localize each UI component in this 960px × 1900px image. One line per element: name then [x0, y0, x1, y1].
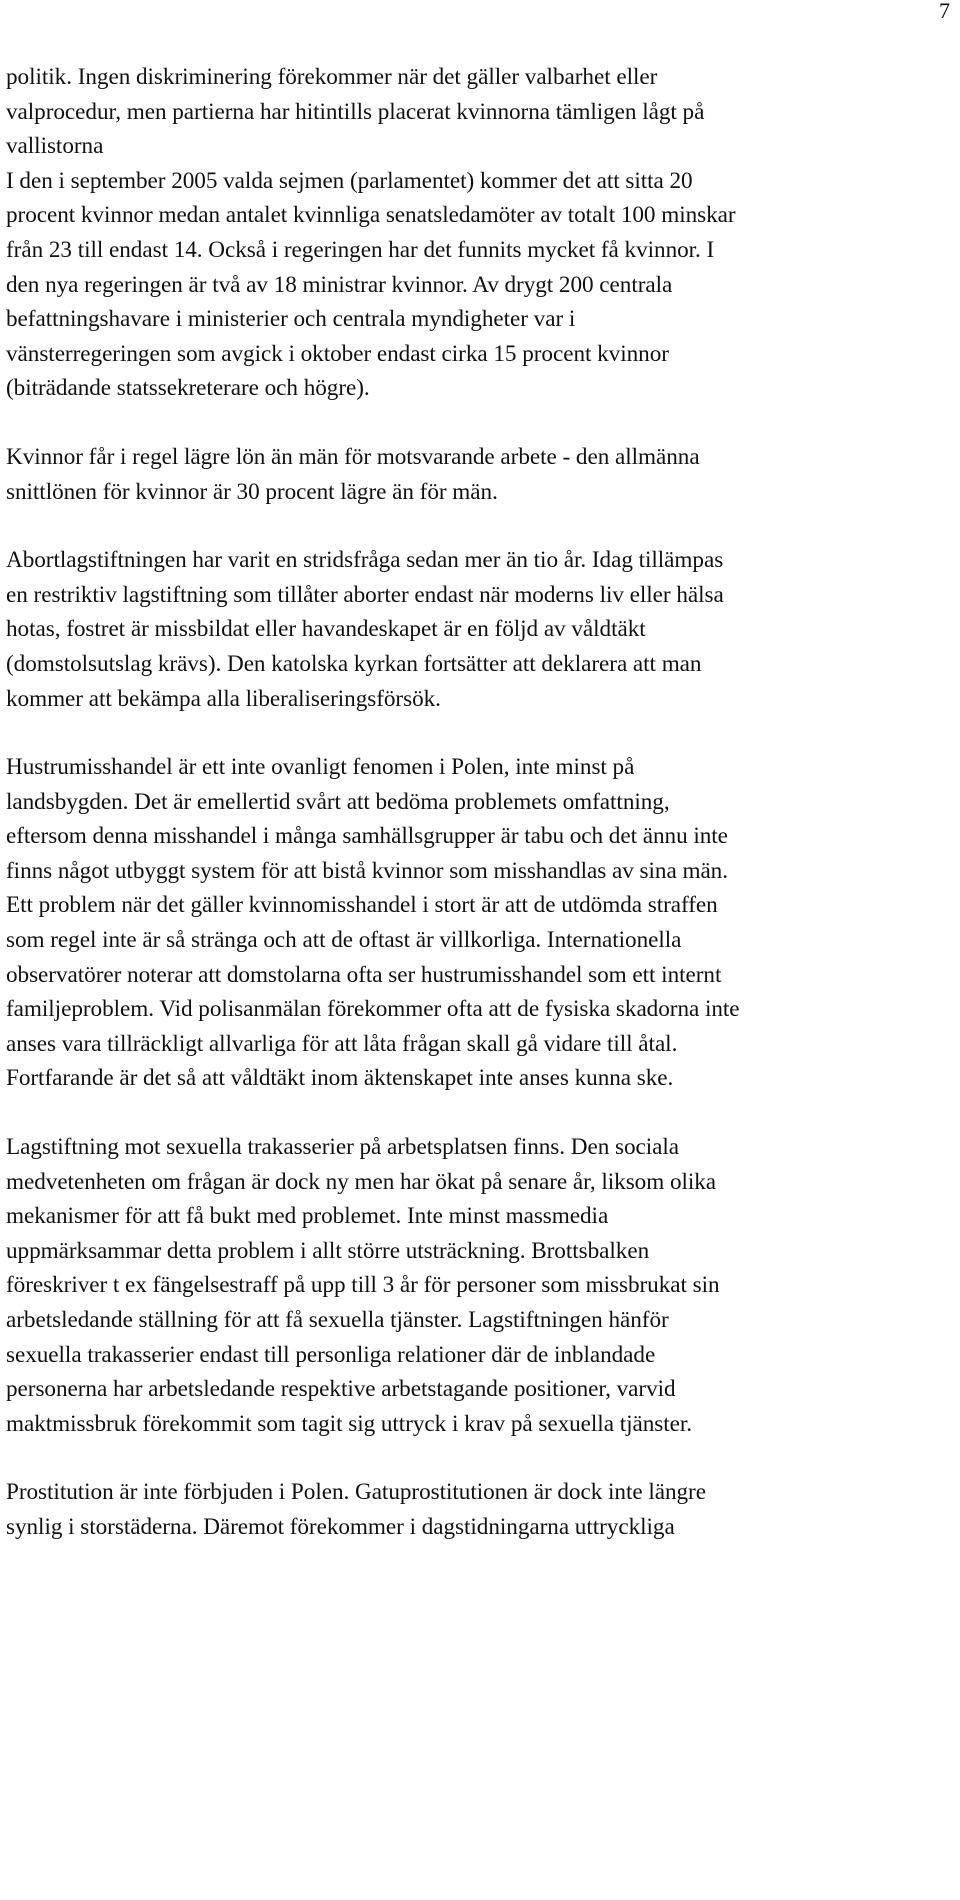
text-line: vänsterregeringen som avgick i oktober endast cirka 15 procent kvinnor — [6, 340, 669, 367]
paragraph-lon — [6, 440, 946, 509]
text-line: valprocedur, men partierna har hitintills placerat kvinnorna tämligen lågt på — [6, 98, 705, 125]
paragraph-gap — [6, 716, 946, 750]
paragraph-prostitution — [6, 1475, 946, 1544]
text-line: Lagstiftning mot sexuella trakasserier på arbetsplatsen finns. Den sociala — [6, 1134, 680, 1161]
text-line: hotas, fostret är missbildat eller havandeskapet är en följd av våldtäkt — [6, 616, 646, 643]
text-line: uppmärksammar detta problem i allt större utsträckning. Brottsbalken — [6, 1237, 650, 1264]
paragraph-trakasserier — [6, 1130, 946, 1441]
text-line: Prostitution är inte förbjuden i Polen. Gatuprostitutionen är dock inte längre — [6, 1479, 706, 1506]
paragraph-gap — [6, 406, 946, 440]
text-line: Abortlagstiftningen har varit en stridsfråga sedan mer än tio år. Idag tillämpas — [6, 547, 724, 574]
text-line: Hustrumisshandel är ett inte ovanligt fenomen i Polen, inte minst på — [6, 754, 635, 781]
text-line: Kvinnor får i regel lägre lön än män för motsvarande arbete - den allmänna — [6, 443, 700, 470]
text-line: procent kvinnor medan antalet kvinnliga senatsledamöter av totalt 100 minskar — [6, 202, 736, 229]
text-line: finns något utbyggt system för att bistå kvinnor som misshandlas av sina män. — [6, 857, 728, 884]
paragraph-gap — [6, 509, 946, 543]
text-line: I den i september 2005 valda sejmen (parlamentet) kommer det att sitta 20 — [6, 167, 693, 194]
text-line: föreskriver t ex fängelsestraff på upp till 3 år för personer som missbrukat sin — [6, 1272, 720, 1299]
text-line: personerna har arbetsledande respektive arbetstagande positioner, varvid — [6, 1376, 676, 1403]
text-line: arbetsledande ställning för att få sexuella tjänster. Lagstiftningen hänför — [6, 1307, 669, 1333]
text-line: (biträdande statssekreterare och högre). — [6, 375, 370, 402]
text-line: politik. Ingen diskriminering förekommer när det gäller valbarhet eller — [6, 64, 658, 90]
text-line: befattningshavare i ministerier och centrala myndigheter var i — [6, 306, 576, 333]
text-line: maktmissbruk förekommit som tagit sig uttryck i krav på sexuella tjänster. — [6, 1410, 693, 1437]
paragraph-gap — [6, 1441, 946, 1475]
paragraph-abort — [6, 543, 946, 716]
text-line: Ett problem när det gäller kvinnomisshandel i stort är att de utdömda straffen — [6, 892, 718, 919]
text-line: som regel inte är så stränga och att de oftast är villkorliga. Internationella — [6, 927, 682, 954]
text-line: eftersom denna misshandel i många samhällsgrupper är tabu och det ännu inte — [6, 823, 728, 850]
text-line: (domstolsutslag krävs). Den katolska kyrkan fortsätter att deklarera att man — [6, 650, 702, 677]
text-line: vallistorna — [6, 133, 104, 160]
paragraph-politik — [6, 60, 946, 164]
text-line: synlig i storstäderna. Däremot förekommer i dagstidningarna uttryckliga — [6, 1513, 675, 1540]
text-line: från 23 till endast 14. Också i regeringen har det funnits mycket få kvinnor. I — [6, 236, 715, 263]
text-line: anses vara tillräckligt allvarliga för att låta frågan skall gå vidare till åtal. — [6, 1030, 678, 1057]
text-line: familjeproblem. Vid polisanmälan förekommer ofta att de fysiska skadorna inte — [6, 996, 740, 1023]
text-line: landsbygden. Det är emellertid svårt att bedöma problemets omfattning, — [6, 788, 670, 815]
text-line: den nya regeringen är två av 18 ministrar kvinnor. Av drygt 200 centrala — [6, 271, 673, 298]
text-line: kommer att bekämpa alla liberaliseringsförsök. — [6, 685, 441, 712]
text-line: sexuella trakasserier endast till personliga relationer där de inblandade — [6, 1341, 656, 1368]
text-line: medvetenheten om frågan är dock ny men har ökat på senare år, liksom olika — [6, 1168, 717, 1195]
text-line: snittlönen för kvinnor är 30 procent lägre än för män. — [6, 478, 498, 505]
text-line: mekanismer för att få bukt med problemet. Inte minst massmedia — [6, 1203, 609, 1230]
text-line: en restriktiv lagstiftning som tillåter aborter endast när moderns liv eller hälsa — [6, 581, 724, 608]
paragraph-sejmen — [6, 164, 946, 406]
text-line: observatörer noterar att domstolarna ofta ser hustrumisshandel som ett internt — [6, 961, 722, 988]
document-body — [6, 60, 946, 1545]
paragraph-gap — [6, 1096, 946, 1130]
paragraph-hustrumisshandel — [6, 750, 946, 1096]
page-number: 7 — [939, 0, 950, 23]
text-line: Fortfarande är det så att våldtäkt inom äktenskapet inte anses kunna ske. — [6, 1065, 674, 1092]
